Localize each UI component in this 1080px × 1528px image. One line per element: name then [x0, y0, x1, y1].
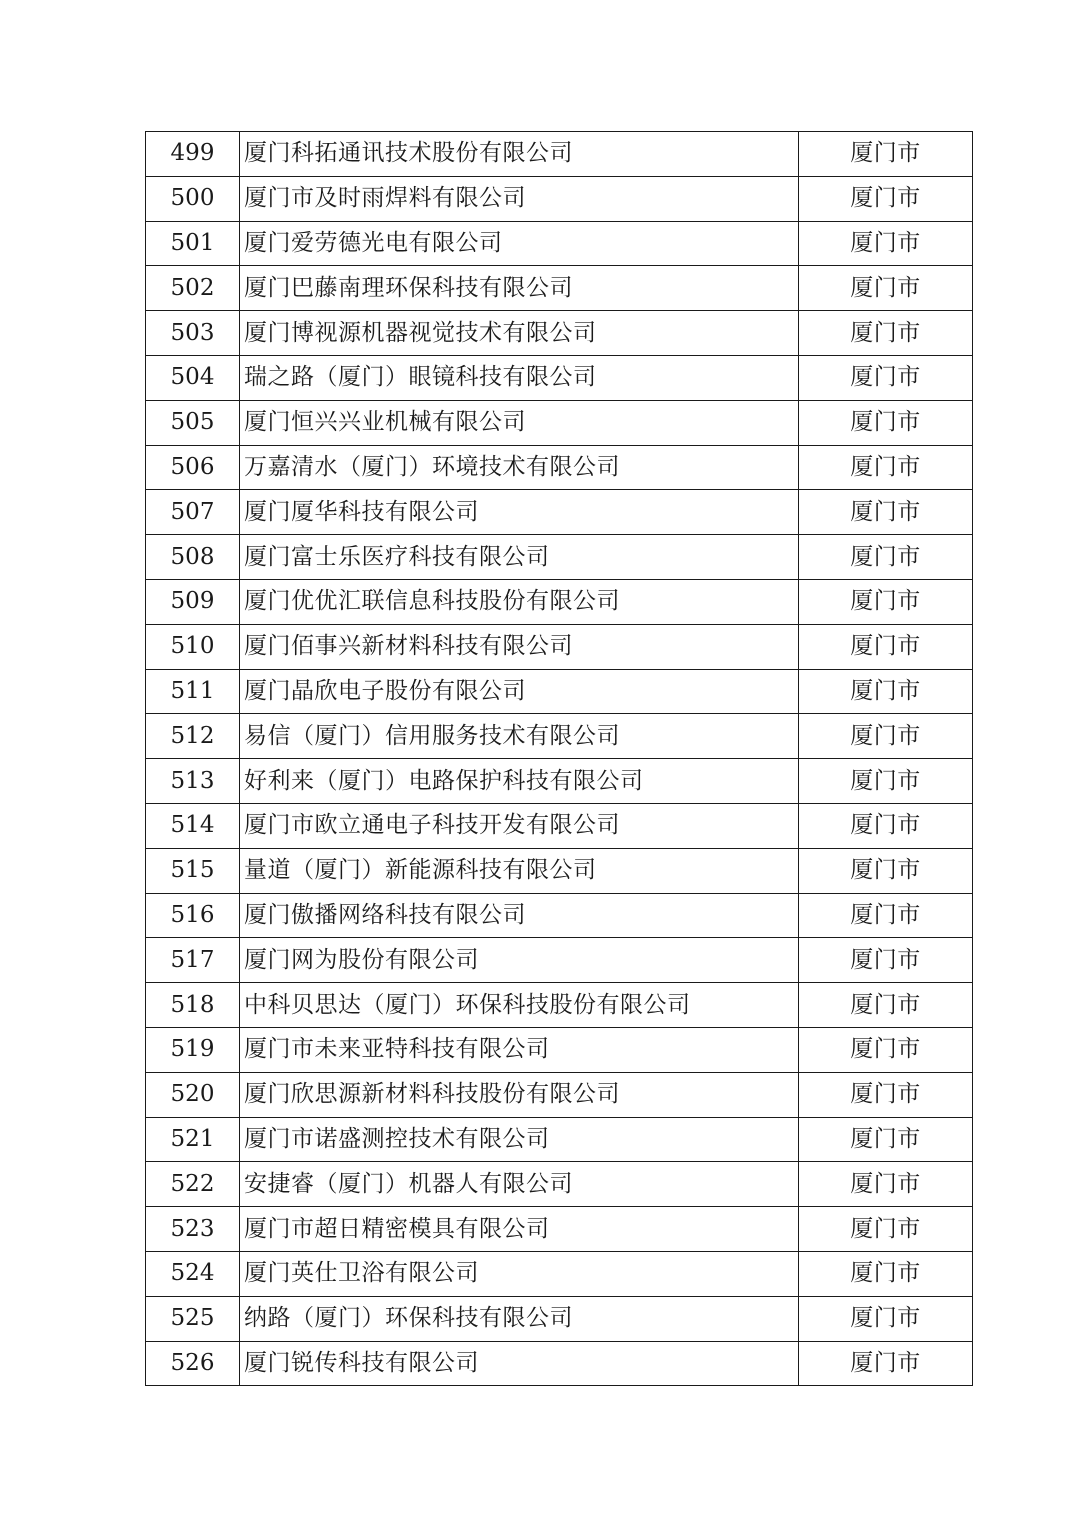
city-name: 厦门市	[799, 221, 973, 266]
company-name: 厦门市及时雨焊料有限公司	[240, 176, 799, 221]
row-number: 519	[146, 1027, 240, 1072]
table-row	[146, 355, 973, 400]
city-name: 厦门市	[799, 355, 973, 400]
row-number: 499	[146, 132, 240, 177]
city-name: 厦门市	[799, 400, 973, 445]
city-name: 厦门市	[799, 669, 973, 714]
row-number: 525	[146, 1296, 240, 1341]
company-name: 量道（厦门）新能源科技有限公司	[240, 848, 799, 893]
row-number: 516	[146, 893, 240, 938]
company-name: 厦门市诺盛测控技术有限公司	[240, 1117, 799, 1162]
table-row	[146, 1341, 973, 1386]
city-name: 厦门市	[799, 1072, 973, 1117]
table-row	[146, 579, 973, 624]
table-row	[146, 983, 973, 1028]
table-row	[146, 1072, 973, 1117]
company-name: 厦门厦华科技有限公司	[240, 490, 799, 535]
table-row	[146, 1117, 973, 1162]
city-name: 厦门市	[799, 714, 973, 759]
city-name: 厦门市	[799, 535, 973, 580]
city-name: 厦门市	[799, 624, 973, 669]
table-row	[146, 714, 973, 759]
city-name: 厦门市	[799, 445, 973, 490]
row-number: 508	[146, 535, 240, 580]
row-number: 523	[146, 1207, 240, 1252]
company-name: 厦门巴藤南理环保科技有限公司	[240, 266, 799, 311]
table-row	[146, 490, 973, 535]
row-number: 522	[146, 1162, 240, 1207]
city-name: 厦门市	[799, 1027, 973, 1072]
company-name: 厦门博视源机器视觉技术有限公司	[240, 311, 799, 356]
table-row	[146, 893, 973, 938]
company-name: 厦门晶欣电子股份有限公司	[240, 669, 799, 714]
table-row	[146, 1027, 973, 1072]
city-name: 厦门市	[799, 1117, 973, 1162]
company-name: 厦门优优汇联信息科技股份有限公司	[240, 579, 799, 624]
company-name: 万嘉清水（厦门）环境技术有限公司	[240, 445, 799, 490]
city-name: 厦门市	[799, 132, 973, 177]
table-row	[146, 759, 973, 804]
company-name: 厦门市超日精密模具有限公司	[240, 1207, 799, 1252]
city-name: 厦门市	[799, 759, 973, 804]
city-name: 厦门市	[799, 579, 973, 624]
company-name: 厦门佰事兴新材料科技有限公司	[240, 624, 799, 669]
table-row	[146, 803, 973, 848]
row-number: 511	[146, 669, 240, 714]
table-row	[146, 311, 973, 356]
table-row	[146, 938, 973, 983]
row-number: 517	[146, 938, 240, 983]
table-row	[146, 1296, 973, 1341]
row-number: 507	[146, 490, 240, 535]
row-number: 515	[146, 848, 240, 893]
company-name: 厦门英仕卫浴有限公司	[240, 1251, 799, 1296]
company-name: 厦门市未来亚特科技有限公司	[240, 1027, 799, 1072]
company-list-table	[145, 131, 973, 1386]
city-name: 厦门市	[799, 490, 973, 535]
table-row	[146, 1207, 973, 1252]
city-name: 厦门市	[799, 1162, 973, 1207]
city-name: 厦门市	[799, 983, 973, 1028]
city-name: 厦门市	[799, 311, 973, 356]
city-name: 厦门市	[799, 1207, 973, 1252]
company-name: 安捷睿（厦门）机器人有限公司	[240, 1162, 799, 1207]
table-row	[146, 624, 973, 669]
row-number: 526	[146, 1341, 240, 1386]
company-name: 中科贝思达（厦门）环保科技股份有限公司	[240, 983, 799, 1028]
table-row	[146, 1251, 973, 1296]
company-name: 厦门富士乐医疗科技有限公司	[240, 535, 799, 580]
row-number: 506	[146, 445, 240, 490]
city-name: 厦门市	[799, 848, 973, 893]
company-name: 厦门爱劳德光电有限公司	[240, 221, 799, 266]
row-number: 503	[146, 311, 240, 356]
city-name: 厦门市	[799, 803, 973, 848]
table-row	[146, 848, 973, 893]
row-number: 509	[146, 579, 240, 624]
table-row	[146, 176, 973, 221]
table-row	[146, 669, 973, 714]
table-row	[146, 221, 973, 266]
city-name: 厦门市	[799, 1341, 973, 1386]
row-number: 514	[146, 803, 240, 848]
company-name: 厦门市欧立通电子科技开发有限公司	[240, 803, 799, 848]
city-name: 厦门市	[799, 1296, 973, 1341]
row-number: 513	[146, 759, 240, 804]
city-name: 厦门市	[799, 176, 973, 221]
company-name: 好利来（厦门）电路保护科技有限公司	[240, 759, 799, 804]
company-name: 厦门傲播网络科技有限公司	[240, 893, 799, 938]
company-name: 厦门科拓通讯技术股份有限公司	[240, 132, 799, 177]
table-row	[146, 1162, 973, 1207]
company-name: 厦门恒兴兴业机械有限公司	[240, 400, 799, 445]
company-name: 厦门欣思源新材料科技股份有限公司	[240, 1072, 799, 1117]
row-number: 501	[146, 221, 240, 266]
city-name: 厦门市	[799, 1251, 973, 1296]
row-number: 524	[146, 1251, 240, 1296]
city-name: 厦门市	[799, 893, 973, 938]
city-name: 厦门市	[799, 938, 973, 983]
row-number: 518	[146, 983, 240, 1028]
company-name: 厦门网为股份有限公司	[240, 938, 799, 983]
company-name: 瑞之路（厦门）眼镜科技有限公司	[240, 355, 799, 400]
company-name: 厦门锐传科技有限公司	[240, 1341, 799, 1386]
row-number: 504	[146, 355, 240, 400]
table-row	[146, 535, 973, 580]
row-number: 500	[146, 176, 240, 221]
row-number: 505	[146, 400, 240, 445]
table-row	[146, 132, 973, 177]
row-number: 520	[146, 1072, 240, 1117]
company-name: 易信（厦门）信用服务技术有限公司	[240, 714, 799, 759]
city-name: 厦门市	[799, 266, 973, 311]
table-row	[146, 400, 973, 445]
row-number: 510	[146, 624, 240, 669]
table-row	[146, 266, 973, 311]
row-number: 521	[146, 1117, 240, 1162]
table-body	[146, 132, 973, 1386]
row-number: 502	[146, 266, 240, 311]
table-row	[146, 445, 973, 490]
row-number: 512	[146, 714, 240, 759]
company-name: 纳路（厦门）环保科技有限公司	[240, 1296, 799, 1341]
